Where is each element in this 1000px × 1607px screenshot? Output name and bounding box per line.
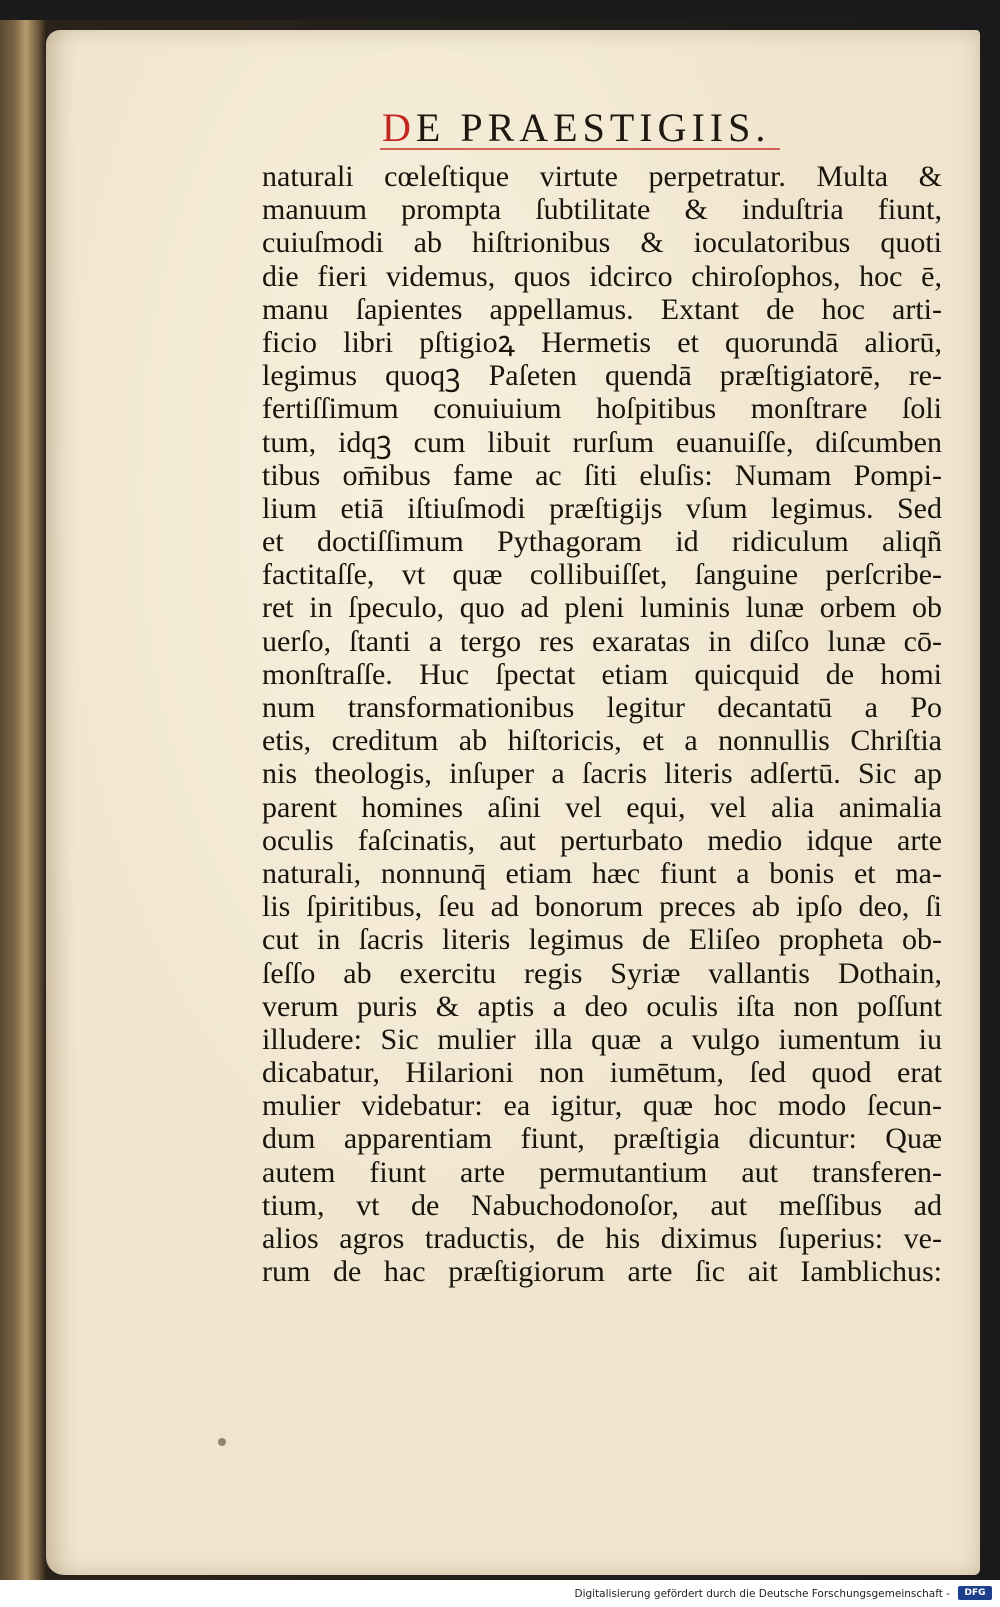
text-line: alios agros traductis, de his diximus ſuperius: ve- [262, 1222, 942, 1255]
text-line: fertiſſimum conuiuium hoſpitibus monſtrare ſoli [262, 392, 942, 426]
text-line: lium etiā iſtiuſmodi præſtigijs vſum legimus. Sed [262, 491, 942, 525]
text-line: parent homines aſini vel equi, vel alia animalia [262, 790, 942, 824]
footer-bar [0, 1580, 1000, 1607]
paper-speck [218, 1438, 226, 1446]
text-line: naturali cœleſtique virtute perpetratur. Multa & [262, 160, 942, 193]
dfg-logo: DFG [958, 1586, 992, 1600]
text-line: die fieri videmus, quos idcirco chiroſophos, hoc ē, [262, 259, 942, 293]
text-line: illudere: Sic mulier illa quæ a vulgo iumentum iu [262, 1022, 942, 1056]
footer-credit: Digitalisierung gefördert durch die Deutsche Forschungsgemeinschaft - [574, 1588, 950, 1600]
text-line: etis, creditum ab hiſtoricis, et a nonnullis Chriſtia [262, 724, 942, 758]
text-line: mulier videbatur: ea igitur, quæ hoc modo ſecun- [262, 1089, 942, 1123]
text-line: dum apparentiam fiunt, præſtigia dicuntur: Quæ [262, 1122, 942, 1156]
header-initial: D [382, 105, 416, 150]
text-line: oculis faſcinatis, aut perturbato medio idque arte [262, 823, 942, 857]
running-header [382, 104, 770, 151]
text-line: verum puris & aptis a deo oculis iſta non poſſunt [262, 989, 942, 1023]
text-line: uerſo, ſtanti a tergo res exaratas in diſco lunæ cō- [262, 624, 942, 658]
text-line: manu ſapientes appellamus. Extant de hoc arti- [262, 292, 942, 326]
text-line: nis theologis, inſuper a ſacris literis adſertū. Sic ap [262, 757, 942, 791]
text-line: ſeſſo ab exercitu regis Syriæ vallantis Dothain, [262, 956, 942, 990]
text-line: tium, vt de Nabuchodonoſor, aut meſſibus ad [262, 1188, 942, 1222]
text-line: num transformationibus legitur decantatū a Po [262, 691, 942, 724]
text-line: tum, idqꝫ cum libuit rurſum euanuiſſe, diſcumben [262, 425, 942, 459]
text-line: dicabatur, Hilarioni non iumētum, ſed quod erat [262, 1056, 942, 1090]
text-line: factitaſſe, vt quæ collibuiſſet, ſanguine perſcribe- [262, 558, 942, 592]
text-line: legimus quoqꝫ Paſeten quendā præſtigiatorē, re- [262, 359, 942, 393]
text-line: autem fiunt arte permutantium aut transferen- [262, 1155, 942, 1189]
header-title: E PRAESTIGIIS. [415, 105, 771, 150]
text-line: monſtraſſe. Huc ſpectat etiam quicquid de homi [262, 657, 942, 691]
text-line: ret in ſpeculo, quo ad pleni luminis lunæ orbem ob [262, 591, 942, 625]
top-border [0, 0, 1000, 22]
text-line: cuiuſmodi ab hiſtrionibus & ioculatoribus quoti [262, 226, 942, 260]
text-line: lis ſpiritibus, ſeu ad bonorum preces ab ipſo deo, ſi [262, 890, 942, 924]
text-line: et doctiſſimum Pythagoram id ridiculum aliqñ [262, 525, 942, 559]
text-line: ficio libri pſtigioꝝ Hermetis et quorundā aliorū, [262, 325, 942, 359]
text-line: tibus om̄ibus fame ac ſiti eluſis: Numam Pompi- [262, 458, 942, 492]
body-text [262, 160, 942, 1288]
text-line: naturali, nonnunq̄ etiam hæc fiunt a bonis et ma- [262, 856, 942, 890]
text-line: rum de hac præſtigiorum arte ſic ait Iamblichus: [262, 1255, 942, 1289]
header-underline [380, 148, 780, 150]
text-line: manuum prompta ſubtilitate & induſtria fiunt, [262, 193, 942, 227]
text-line: cut in ſacris literis legimus de Eliſeo propheta ob- [262, 923, 942, 957]
